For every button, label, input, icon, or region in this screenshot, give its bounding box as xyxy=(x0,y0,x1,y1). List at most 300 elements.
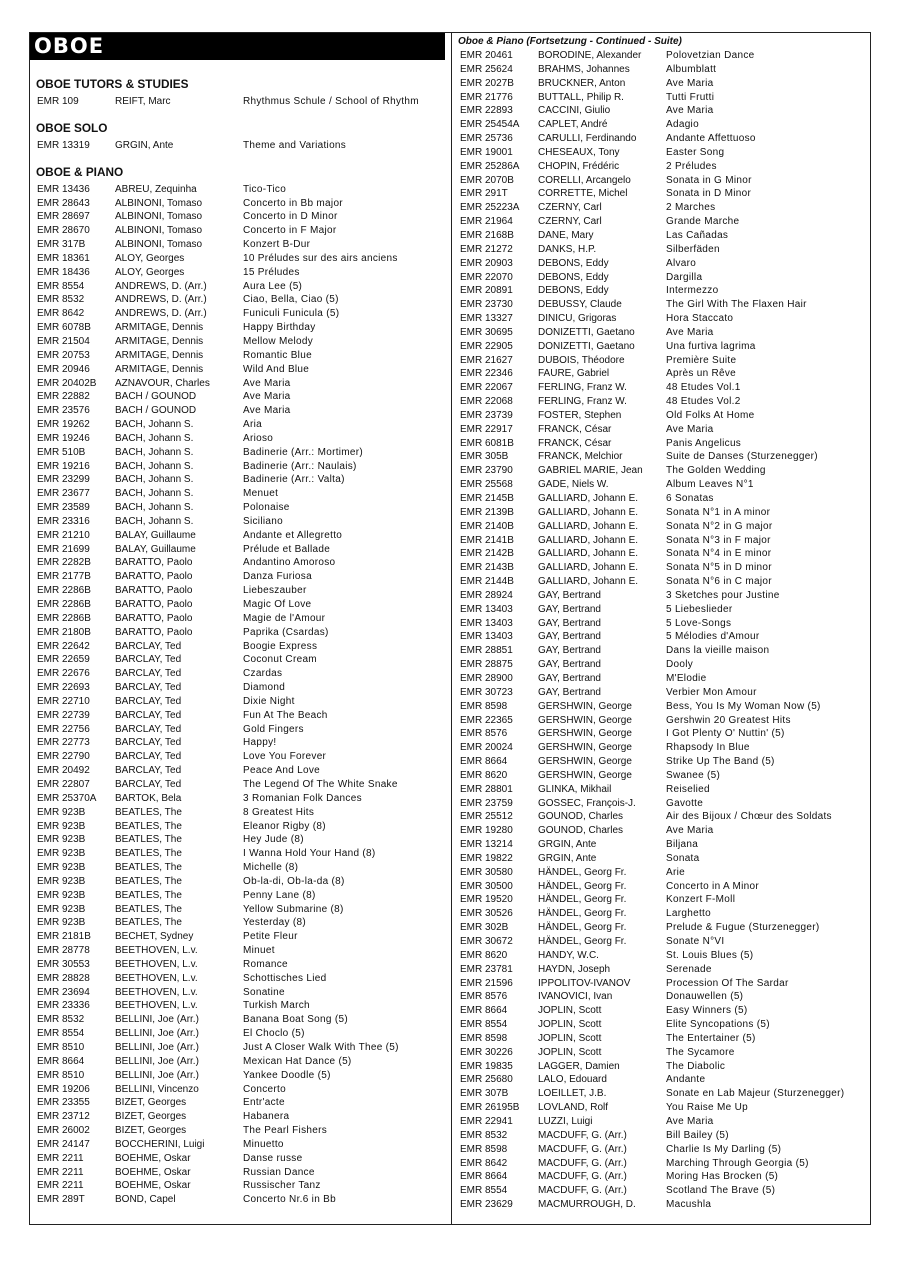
work-title: Minuetto xyxy=(243,1138,284,1150)
catalog-number: EMR 20024 xyxy=(460,742,513,754)
work-title: Biljana xyxy=(666,839,699,851)
page-title: OBOE xyxy=(30,33,445,60)
catalog-entry xyxy=(30,1027,451,1041)
work-title: Donauwellen (5) xyxy=(666,991,744,1003)
composer-name: BEATLES, The xyxy=(115,917,182,929)
catalog-entry xyxy=(30,570,451,584)
catalog-number: EMR 22807 xyxy=(37,778,90,790)
catalog-entry xyxy=(30,930,451,944)
composer-name: GRGIN, Ante xyxy=(115,139,174,151)
work-title: Fun At The Beach xyxy=(243,709,328,721)
composer-name: GALLIARD, Johann E. xyxy=(538,576,639,588)
composer-name: BEATLES, The xyxy=(115,834,182,846)
catalog-entry xyxy=(454,298,870,312)
work-title: The Girl With The Flaxen Hair xyxy=(666,299,807,311)
work-title: Easter Song xyxy=(666,146,725,158)
work-title: Sonata N°1 in A minor xyxy=(666,506,771,518)
catalog-number: EMR 26195B xyxy=(460,1102,520,1114)
catalog-number: EMR 8620 xyxy=(460,769,508,781)
work-title: Après un Rêve xyxy=(666,368,737,380)
work-title: Andante Affettuoso xyxy=(666,133,756,145)
composer-name: ARMITAGE, Dennis xyxy=(115,322,204,334)
right-column xyxy=(454,33,870,1212)
composer-name: ALOY, Georges xyxy=(115,266,185,278)
work-title: Suite de Danses (Sturzenegger) xyxy=(666,451,818,463)
catalog-entry xyxy=(30,1110,451,1124)
work-title: Badinerie (Arr.: Naulais) xyxy=(243,460,357,472)
work-title: Yellow Submarine (8) xyxy=(243,903,344,915)
catalog-entry xyxy=(454,880,870,894)
composer-name: GALLIARD, Johann E. xyxy=(538,506,639,518)
work-title: Sonatine xyxy=(243,986,285,998)
column-divider xyxy=(451,32,452,1225)
composer-name: JOPLIN, Scott xyxy=(538,1032,602,1044)
composer-name: BACH, Johann S. xyxy=(115,474,194,486)
work-title: Russian Dance xyxy=(243,1166,315,1178)
work-title: Ave Maria xyxy=(243,391,291,403)
composer-name: BARCLAY, Ted xyxy=(115,695,182,707)
composer-name: BALAY, Guillaume xyxy=(115,543,196,555)
catalog-number: EMR 22905 xyxy=(460,340,513,352)
catalog-number: EMR 923B xyxy=(37,903,86,915)
composer-name: HAYDN, Joseph xyxy=(538,963,611,975)
composer-name: GAY, Bertrand xyxy=(538,659,601,671)
catalog-entry xyxy=(454,312,870,326)
work-title: The Sycamore xyxy=(666,1046,735,1058)
composer-name: BARCLAY, Ted xyxy=(115,709,182,721)
work-title: Petite Fleur xyxy=(243,931,298,943)
catalog-entry xyxy=(30,363,451,377)
work-title: Tutti Frutti xyxy=(666,91,715,103)
work-title: Yankee Doodle (5) xyxy=(243,1069,331,1081)
work-title: The Entertainer (5) xyxy=(666,1032,756,1044)
composer-name: BARCLAY, Ted xyxy=(115,654,182,666)
composer-name: DEBUSSY, Claude xyxy=(538,299,622,311)
composer-name: ANDREWS, D. (Arr.) xyxy=(115,280,207,292)
composer-name: GAY, Bertrand xyxy=(538,631,601,643)
catalog-entry xyxy=(30,390,451,404)
composer-name: GERSHWIN, George xyxy=(538,700,632,712)
work-title: Ave Maria xyxy=(243,405,291,417)
catalog-number: EMR 22917 xyxy=(460,423,513,435)
work-title: Mellow Melody xyxy=(243,335,314,347)
catalog-number: EMR 30580 xyxy=(460,866,513,878)
work-title: Sonate N°VI xyxy=(666,936,725,947)
catalog-number: EMR 25568 xyxy=(460,479,513,491)
composer-name: BOEHME, Oskar xyxy=(115,1152,191,1164)
catalog-number: EMR 20946 xyxy=(37,363,90,375)
catalog-entry xyxy=(454,1170,870,1184)
work-title: 10 Préludes sur des airs anciens xyxy=(243,252,398,264)
composer-name: BACH, Johann S. xyxy=(115,446,194,458)
catalog-entry xyxy=(454,1060,870,1074)
catalog-number: EMR 302B xyxy=(460,922,509,934)
composer-name: BEATLES, The xyxy=(115,875,182,887)
composer-name: BIZET, Georges xyxy=(115,1111,187,1123)
catalog-number: EMR 13403 xyxy=(460,617,513,629)
composer-name: MACDUFF, G. (Arr.) xyxy=(538,1185,627,1197)
work-title: 6 Sonatas xyxy=(666,493,714,504)
continued-section-heading: Oboe & Piano (Fortsetzung - Continued - Suite) xyxy=(458,36,682,47)
left-sections xyxy=(30,76,451,1207)
composer-name: ANDREWS, D. (Arr.) xyxy=(115,294,207,306)
composer-name: BEETHOVEN, L.v. xyxy=(115,1000,198,1012)
work-title: 2 Marches xyxy=(666,202,716,214)
composer-name: BACH, Johann S. xyxy=(115,432,194,444)
catalog-number: EMR 291T xyxy=(460,188,508,200)
composer-name: GERSHWIN, George xyxy=(538,728,632,740)
work-title: Una furtiva lagrima xyxy=(666,340,756,352)
work-title: Gavotte xyxy=(666,797,704,809)
work-title: Andante xyxy=(666,1074,706,1086)
work-title: Concerto in A Minor xyxy=(666,880,759,892)
composer-name: BARATTO, Paolo xyxy=(115,599,193,610)
catalog-number: EMR 21504 xyxy=(37,335,90,347)
catalog-entry xyxy=(454,1143,870,1157)
catalog-number: EMR 8598 xyxy=(460,700,508,712)
catalog-number: EMR 21627 xyxy=(460,354,513,366)
work-title: Ave Maria xyxy=(243,377,291,389)
catalog-number: EMR 2070B xyxy=(460,174,514,186)
catalog-number: EMR 8532 xyxy=(460,1129,508,1141)
work-title: Theme and Variations xyxy=(243,139,347,151)
catalog-number: EMR 22893 xyxy=(460,105,513,117)
composer-name: DANKS, H.P. xyxy=(538,243,597,255)
catalog-entry xyxy=(30,1069,451,1083)
catalog-entry xyxy=(30,418,451,432)
catalog-number: EMR 13403 xyxy=(460,631,513,643)
composer-name: LOVLAND, Rolf xyxy=(538,1102,609,1114)
composer-name: GAY, Bertrand xyxy=(538,589,601,601)
composer-name: BEATLES, The xyxy=(115,848,182,860)
composer-name: BEETHOVEN, L.v. xyxy=(115,958,198,970)
catalog-number: EMR 19262 xyxy=(37,419,90,431)
work-title: Ave Maria xyxy=(666,1115,714,1127)
composer-name: GAY, Bertrand xyxy=(538,645,601,657)
composer-name: JOPLIN, Scott xyxy=(538,1046,602,1058)
catalog-entry xyxy=(454,201,870,215)
work-title: You Raise Me Up xyxy=(666,1102,748,1114)
composer-name: BELLINI, Joe (Arr.) xyxy=(115,1014,199,1026)
catalog-entry xyxy=(30,889,451,903)
work-title: Concerto Nr.6 in Bb xyxy=(243,1194,336,1206)
catalog-number: EMR 25624 xyxy=(460,63,513,75)
composer-name: BACH / GOUNOD xyxy=(115,391,197,403)
work-title: Russischer Tanz xyxy=(243,1180,321,1192)
catalog-entry xyxy=(454,866,870,880)
catalog-number: EMR 2286B xyxy=(37,585,91,597)
catalog-number: EMR 22739 xyxy=(37,709,90,721)
catalog-number: EMR 8598 xyxy=(460,1032,508,1044)
composer-name: HÄNDEL, Georg Fr. xyxy=(538,894,627,906)
catalog-number: EMR 20753 xyxy=(37,349,90,361)
catalog-number: EMR 289T xyxy=(37,1194,85,1206)
catalog-entry xyxy=(454,284,870,298)
catalog-number: EMR 28697 xyxy=(37,211,90,223)
catalog-entry xyxy=(454,727,870,741)
catalog-number: EMR 22642 xyxy=(37,640,90,652)
catalog-entry xyxy=(454,755,870,769)
composer-name: GOSSEC, François-J. xyxy=(538,797,636,809)
catalog-entry xyxy=(454,104,870,118)
composer-name: ANDREWS, D. (Arr.) xyxy=(115,308,207,320)
composer-name: BOEHME, Oskar xyxy=(115,1166,191,1178)
work-title: Easy Winners (5) xyxy=(666,1005,748,1017)
work-title: Entr'acte xyxy=(243,1097,285,1109)
composer-name: BARCLAY, Ted xyxy=(115,751,182,763)
work-title: Yesterday (8) xyxy=(243,917,307,929)
catalog-entry xyxy=(454,326,870,340)
composer-name: BUTTALL, Philip R. xyxy=(538,91,624,103)
catalog-entry xyxy=(454,547,870,561)
catalog-number: EMR 923B xyxy=(37,848,86,860)
work-title: Arie xyxy=(666,866,685,878)
work-title: M'Elodie xyxy=(666,672,707,684)
work-title: Ave Maria xyxy=(666,326,714,338)
composer-name: CHESEAUX, Tony xyxy=(538,146,620,158)
composer-name: AZNAVOUR, Charles xyxy=(115,377,210,389)
catalog-number: EMR 23781 xyxy=(460,963,513,975)
composer-name: BELLINI, Joe (Arr.) xyxy=(115,1028,199,1040)
catalog-entry xyxy=(454,1087,870,1101)
catalog-entry xyxy=(454,437,870,451)
catalog-entry xyxy=(454,340,870,354)
composer-name: BEETHOVEN, L.v. xyxy=(115,945,198,957)
work-title: Peace And Love xyxy=(243,765,321,777)
catalog-number: EMR 8554 xyxy=(37,280,85,292)
catalog-entry xyxy=(454,603,870,617)
work-title: El Choclo (5) xyxy=(243,1028,305,1040)
work-title: Marching Through Georgia (5) xyxy=(666,1157,809,1169)
work-title: Grande Marche xyxy=(666,216,740,228)
catalog-entry xyxy=(30,1124,451,1138)
work-title: Badinerie (Arr.: Mortimer) xyxy=(243,446,364,458)
composer-name: CAPLET, André xyxy=(538,119,608,131)
work-title: Siciliano xyxy=(243,515,283,527)
catalog-entry xyxy=(30,210,451,224)
catalog-entry xyxy=(454,520,870,534)
catalog-entry xyxy=(30,833,451,847)
catalog-entry xyxy=(454,534,870,548)
catalog-entry xyxy=(454,1157,870,1171)
work-title: Dixie Night xyxy=(243,695,295,707)
catalog-number: EMR 2211 xyxy=(37,1152,84,1164)
work-title: Danza Furiosa xyxy=(243,571,312,583)
work-title: Scotland The Brave (5) xyxy=(666,1185,776,1197)
composer-name: LALO, Edouard xyxy=(538,1074,607,1086)
work-title: Banana Boat Song (5) xyxy=(243,1014,348,1026)
composer-name: JOPLIN, Scott xyxy=(538,1005,602,1017)
composer-name: BARATTO, Paolo xyxy=(115,585,193,597)
work-title: Magic Of Love xyxy=(243,599,312,610)
catalog-entry xyxy=(454,243,870,257)
catalog-entry xyxy=(454,464,870,478)
catalog-entry xyxy=(30,446,451,460)
catalog-entry xyxy=(30,653,451,667)
catalog-number: EMR 23299 xyxy=(37,474,90,486)
catalog-number: EMR 23589 xyxy=(37,502,90,514)
catalog-number: EMR 19216 xyxy=(37,460,90,472)
composer-name: DEBONS, Eddy xyxy=(538,285,609,297)
work-title: Verbier Mon Amour xyxy=(666,686,757,698)
catalog-number: EMR 25370A xyxy=(37,792,97,804)
work-title: Happy Birthday xyxy=(243,322,316,334)
catalog-entry xyxy=(30,903,451,917)
work-title: Konzert F-Moll xyxy=(666,894,736,906)
catalog-number: EMR 20461 xyxy=(460,50,513,61)
catalog-entry xyxy=(454,617,870,631)
catalog-entry xyxy=(30,1166,451,1180)
composer-name: BARCLAY, Ted xyxy=(115,723,182,735)
work-title: Turkish March xyxy=(243,1000,310,1012)
catalog-entry xyxy=(30,612,451,626)
catalog-entry xyxy=(454,118,870,132)
catalog-number: EMR 2168B xyxy=(460,229,514,241)
composer-name: BOCCHERINI, Luigi xyxy=(115,1138,205,1150)
composer-name: BARATTO, Paolo xyxy=(115,612,193,624)
composer-name: MACMURROUGH, D. xyxy=(538,1199,636,1211)
catalog-number: EMR 2144B xyxy=(460,576,514,588)
catalog-entry xyxy=(30,1013,451,1027)
work-title: Tico-Tico xyxy=(243,183,287,195)
catalog-entry xyxy=(30,224,451,238)
left-column xyxy=(30,33,451,1207)
catalog-number: EMR 6078B xyxy=(37,322,91,334)
catalog-entry xyxy=(454,395,870,409)
catalog-number: EMR 21210 xyxy=(37,529,90,541)
catalog-number: EMR 25512 xyxy=(460,811,513,823)
catalog-number: EMR 20903 xyxy=(460,257,513,269)
catalog-entry xyxy=(454,77,870,91)
catalog-entry xyxy=(454,852,870,866)
catalog-number: EMR 19822 xyxy=(460,852,513,864)
composer-name: DANE, Mary xyxy=(538,229,594,241)
composer-name: GERSHWIN, George xyxy=(538,714,632,726)
catalog-entry xyxy=(454,1018,870,1032)
right-rows xyxy=(454,49,870,1212)
catalog-number: EMR 30672 xyxy=(460,936,513,947)
composer-name: GERSHWIN, George xyxy=(538,769,632,781)
work-title: The Legend Of The White Snake xyxy=(243,778,398,790)
work-title: 8 Greatest Hits xyxy=(243,806,315,818)
catalog-number: EMR 23712 xyxy=(37,1111,90,1123)
catalog-number: EMR 923B xyxy=(37,820,86,832)
catalog-entry xyxy=(30,473,451,487)
catalog-number: EMR 923B xyxy=(37,917,86,929)
catalog-number: EMR 21776 xyxy=(460,91,513,103)
catalog-entry xyxy=(30,1138,451,1152)
catalog-entry xyxy=(454,146,870,160)
composer-name: BRUCKNER, Anton xyxy=(538,77,626,89)
work-title: Ob-la-di, Ob-la-da (8) xyxy=(243,875,345,887)
catalog-number: EMR 22067 xyxy=(460,382,513,394)
work-title: 3 Romanian Folk Dances xyxy=(243,792,362,804)
catalog-entry xyxy=(30,972,451,986)
work-title: Gershwin 20 Greatest Hits xyxy=(666,714,791,726)
work-title: Andantino Amoroso xyxy=(243,557,336,569)
work-title: Swanee (5) xyxy=(666,769,721,781)
catalog-entry xyxy=(30,197,451,211)
catalog-number: EMR 8510 xyxy=(37,1069,85,1081)
composer-name: BARCLAY, Ted xyxy=(115,640,182,652)
catalog-number: EMR 22756 xyxy=(37,723,90,735)
catalog-number: EMR 8554 xyxy=(460,1019,508,1031)
catalog-entry xyxy=(30,626,451,640)
catalog-number: EMR 30226 xyxy=(460,1046,513,1058)
composer-name: BELLINI, Joe (Arr.) xyxy=(115,1069,199,1081)
catalog-entry xyxy=(454,589,870,603)
catalog-entry xyxy=(30,1193,451,1207)
composer-name: BELLINI, Joe (Arr.) xyxy=(115,1042,199,1053)
composer-name: HÄNDEL, Georg Fr. xyxy=(538,908,627,920)
work-title: Strike Up The Band (5) xyxy=(666,756,775,768)
work-title: Dans la vieille maison xyxy=(666,645,770,657)
catalog-number: EMR 2286B xyxy=(37,612,91,624)
composer-name: GALLIARD, Johann E. xyxy=(538,493,639,504)
catalog-number: EMR 23576 xyxy=(37,405,90,417)
composer-name: CORELLI, Arcangelo xyxy=(538,174,631,186)
composer-name: HÄNDEL, Georg Fr. xyxy=(538,936,627,947)
catalog-entry xyxy=(30,280,451,294)
composer-name: ALBINONI, Tomaso xyxy=(115,225,203,237)
composer-name: ARMITAGE, Dennis xyxy=(115,363,204,375)
work-title: Eleanor Rigby (8) xyxy=(243,820,326,832)
catalog-number: EMR 18361 xyxy=(37,252,90,264)
catalog-number: EMR 23694 xyxy=(37,986,90,998)
composer-name: ARMITAGE, Dennis xyxy=(115,349,204,361)
composer-name: BARCLAY, Ted xyxy=(115,737,182,749)
composer-name: GERSHWIN, George xyxy=(538,756,632,768)
composer-name: FERLING, Franz W. xyxy=(538,396,627,408)
composer-name: BARCLAY, Ted xyxy=(115,778,182,790)
catalog-number: EMR 19280 xyxy=(460,825,513,837)
catalog-entry xyxy=(454,450,870,464)
catalog-number: EMR 18436 xyxy=(37,266,90,278)
composer-name: BELLINI, Joe (Arr.) xyxy=(115,1055,199,1067)
catalog-number: EMR 22676 xyxy=(37,668,90,680)
catalog-number: EMR 923B xyxy=(37,875,86,887)
catalog-number: EMR 28900 xyxy=(460,672,513,684)
catalog-entry xyxy=(454,187,870,201)
work-title: Dargilla xyxy=(666,271,703,283)
composer-name: BOEHME, Oskar xyxy=(115,1180,191,1192)
catalog-number: EMR 22068 xyxy=(460,396,513,408)
catalog-entry xyxy=(30,529,451,543)
catalog-entry xyxy=(454,1184,870,1198)
work-title: Alvaro xyxy=(666,257,697,269)
catalog-number: EMR 23759 xyxy=(460,797,513,809)
catalog-number: EMR 28778 xyxy=(37,945,90,957)
catalog-entry xyxy=(30,736,451,750)
catalog-entry xyxy=(454,1101,870,1115)
work-title: Just A Closer Walk With Thee (5) xyxy=(243,1042,399,1053)
work-title: Reiselied xyxy=(666,783,710,795)
catalog-number: EMR 13436 xyxy=(37,183,90,195)
composer-name: DINICU, Grigoras xyxy=(538,313,617,325)
catalog-number: EMR 13327 xyxy=(460,313,513,325)
composer-name: CHOPIN, Frédéric xyxy=(538,160,620,172)
work-title: Sonata N°3 in F major xyxy=(666,534,771,546)
work-title: Coconut Cream xyxy=(243,654,317,666)
catalog-number: EMR 2211 xyxy=(37,1180,84,1192)
catalog-entry xyxy=(454,921,870,935)
work-title: Liebeszauber xyxy=(243,585,307,597)
composer-name: DEBONS, Eddy xyxy=(538,271,609,283)
catalog-number: EMR 19520 xyxy=(460,894,513,906)
catalog-entry xyxy=(30,556,451,570)
composer-name: BEATLES, The xyxy=(115,820,182,832)
composer-name: BACH, Johann S. xyxy=(115,460,194,472)
